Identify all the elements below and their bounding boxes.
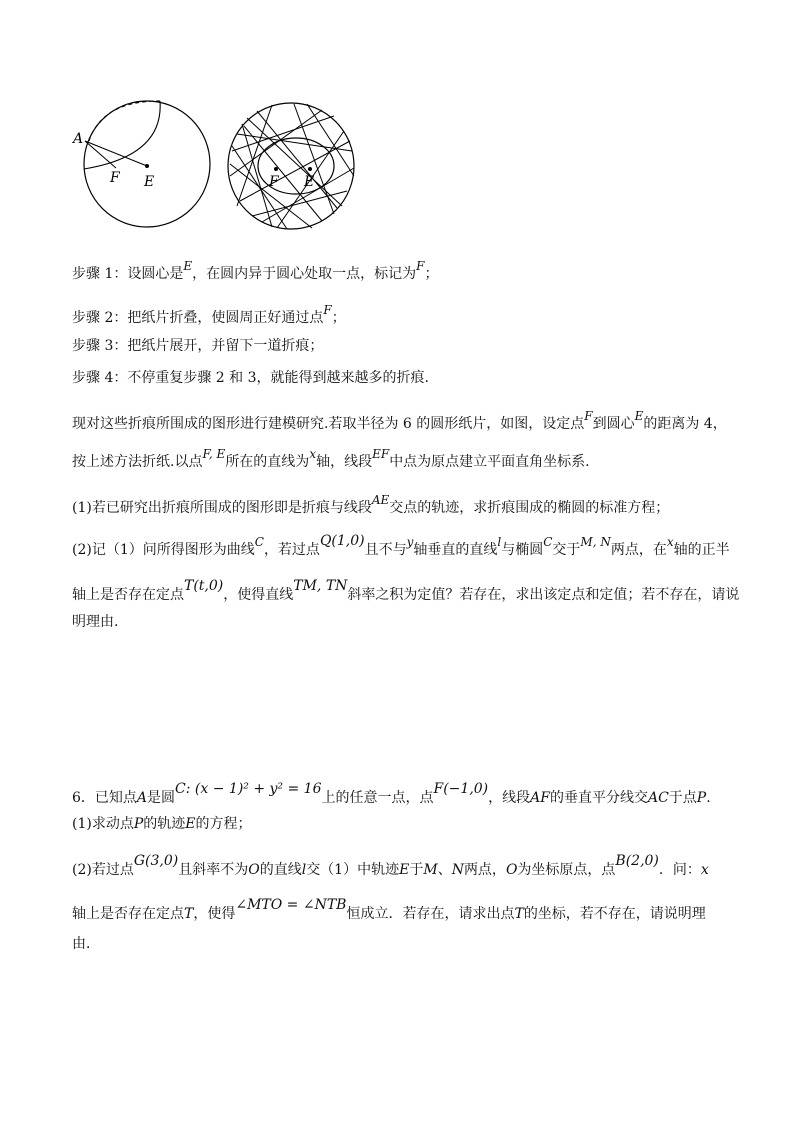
math-f: F	[323, 303, 332, 317]
step-3: 步骤 3：把纸片展开，并留下一道折痕；	[72, 338, 324, 354]
problem5-question2-line3: 明理由.	[72, 614, 119, 630]
problem6-question1: (1)求动点P的轨迹E的方程；	[72, 816, 252, 832]
math-f: F	[416, 259, 425, 273]
problem6-question2-line3: 由．	[72, 936, 100, 952]
problem6-statement: 6．已知点A是圆C: (x − 1)² + y² = 16上的任意一点，点F(−1,0)，线段AF的垂直平分线交AC于点P.	[72, 781, 711, 806]
paper-folding-figures	[72, 96, 362, 236]
radius-line	[85, 141, 147, 166]
math-e: E	[183, 259, 193, 273]
problem5-intro-line2: 按上述方法折纸.以点F, E所在的直线为x轴，线段EF中点为原点建立平面直角坐标系.	[72, 447, 590, 470]
right-circle	[228, 103, 354, 229]
fold-line	[85, 141, 116, 168]
label-f: F	[110, 170, 120, 186]
problem5-intro-line1: 现对这些折痕所围成的图形进行建模研究.若取半径为 6 的圆形纸片，如图，设定点F到圆心E的距离为 4，	[72, 409, 727, 432]
left-figure	[72, 101, 210, 227]
step-4: 步骤 4：不停重复步骤 2 和 3，就能得到越来越多的折痕.	[72, 370, 429, 386]
right-point-e-dot	[308, 167, 312, 171]
fold-arc	[84, 101, 160, 169]
problem5-question2-line2: 轴上是否存在定点T(t,0)，使得直线TM, TN斜率之积为定值？若存在，求出该定点和定值；若不存在，请说	[72, 578, 740, 603]
point-e-dot	[145, 164, 149, 168]
problem5-question2-line1: (2)记（1）问所得图形为曲线C，若过点Q(1,0)且不与y轴垂直的直线l与椭圆C交于M, N两点，在x轴的正半	[72, 533, 730, 558]
right-label-f: F	[269, 174, 279, 190]
step-2: 步骤 2：把纸片折叠，使圆周正好通过点F；	[72, 303, 346, 326]
angle-equation: ∠MTO = ∠NTB	[235, 897, 347, 913]
label-a: A	[73, 131, 84, 147]
problem5-question1: (1)若已研究出折痕所围成的图形即是折痕与线段AE交点的轨迹，求折痕围成的椭圆的标准方程；	[72, 493, 670, 516]
problem6-question2-line2: 轴上是否存在定点T，使得∠MTO = ∠NTB恒成立．若存在，请求出点T的坐标，若不存在，请说明理	[72, 897, 706, 922]
problem6-question2-line1: (2)若过点G(3,0)且斜率不为O的直线l交（1）中轨迹E于M、N两点，O为坐标原点，点B(2,0)．问：x	[72, 853, 709, 878]
step-1: 步骤 1：设圆心是E，在圆内异于圆心处取一点，标记为F；	[72, 259, 439, 282]
right-label-e: E	[304, 174, 315, 190]
dashed-arc	[89, 101, 160, 141]
circle-equation: C: (x − 1)² + y² = 16	[175, 781, 322, 797]
right-point-f-dot	[274, 167, 278, 171]
label-e: E	[144, 174, 155, 190]
right-figure	[228, 103, 354, 229]
